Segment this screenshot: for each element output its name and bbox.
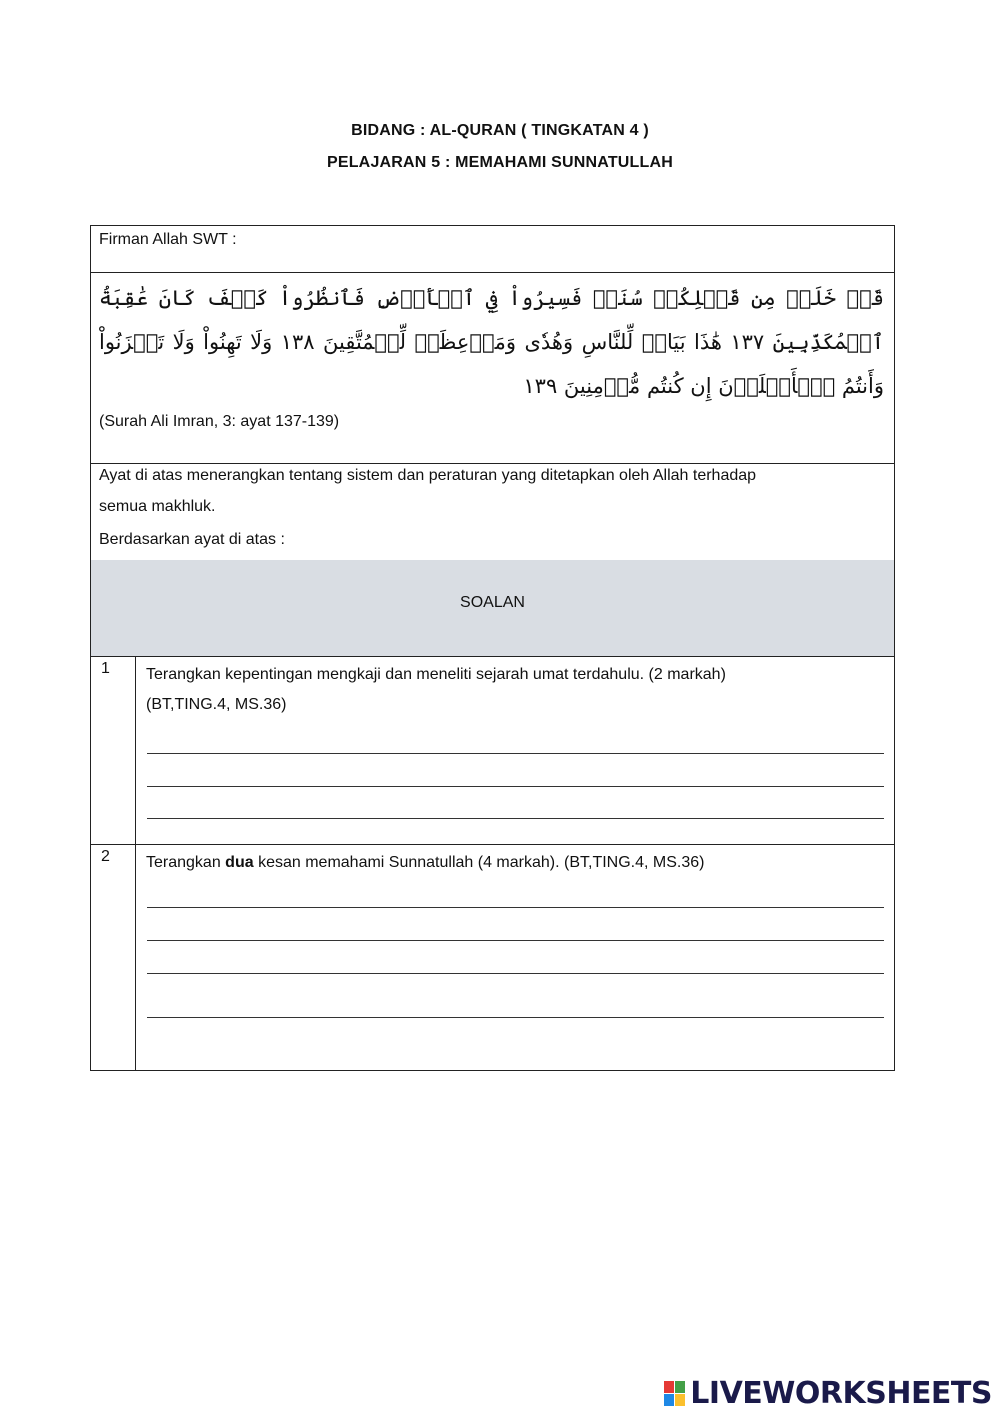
question-row [90, 656, 895, 845]
answer-line[interactable] [147, 818, 884, 819]
header-subject: BIDANG : AL-QURAN ( TINGKATAN 4 ) [351, 122, 649, 139]
question-row [90, 844, 895, 1071]
question-2-text-a: Terangkan [146, 854, 226, 871]
answer-line[interactable] [147, 1017, 884, 1018]
verse-reference: (Surah Ali Imran, 3: ayat 137-139) [99, 413, 340, 430]
answer-line[interactable] [147, 973, 884, 974]
question-1-ref: (BT,TING.4, MS.36) [146, 696, 287, 713]
description-line-1: Ayat di atas menerangkan tentang sistem dan peraturan yang ditetapkan oleh Allah terhadap [99, 467, 757, 484]
soalan-header-row [90, 560, 895, 657]
quran-verse: قَدۡ خَلَتۡ مِن قَبۡلِكُمۡ سُنَنٞ فَسِيرُواْ فِي ٱلۡأَرۡضِ فَٱنظُرُواْ كَيۡفَ كَانَ عَٰقِبَةُ ٱلۡمُكَذِّبِينَ ١٣٧ هَٰذَا بَيَانٞ لِّلنَّاسِ وَهُدٗى وَمَوۡعِظَةٞ لِّلۡمُتَّقِينَ ١٣٨ وَلَا تَهِنُواْ وَلَا تَحۡزَنُواْ وَأَنتُمُ ٱلۡأَعۡلَوۡنَ إِن كُنتُم مُّؤۡمِنِينَ ١٣٩ [99, 286, 884, 398]
answer-line[interactable] [147, 753, 884, 754]
firman-label: Firman Allah SWT : [99, 231, 237, 248]
number-column-divider [135, 656, 136, 844]
firman-row [90, 225, 895, 273]
answer-line[interactable] [147, 907, 884, 908]
question-text [146, 660, 884, 720]
description-line-2: semua makhluk. [99, 498, 216, 515]
liveworksheets-mark-icon [664, 1379, 686, 1407]
liveworksheets-wordmark: LIVEWORKSHEETS [690, 1375, 992, 1411]
question-1-text: Terangkan kepentingan mengkaji dan meneliti sejarah umat terdahulu. (2 markah) [146, 666, 726, 683]
question-2-text [146, 848, 884, 878]
question-2-text-b: kesan memahami Sunnatullah (4 markah). (BT,TING.4, MS.36) [253, 854, 705, 871]
header-lesson: PELAJARAN 5 : MEMAHAMI SUNNATULLAH [326, 154, 674, 171]
question-number: 2 [101, 848, 110, 865]
question-number: 1 [101, 660, 110, 677]
ayat-row [90, 272, 895, 464]
question-2-text-bold: dua [225, 854, 254, 871]
description-row [90, 463, 895, 561]
description-line-3: Berdasarkan ayat di atas : [99, 531, 285, 548]
answer-line[interactable] [147, 786, 884, 787]
number-column-divider [135, 844, 136, 1070]
soalan-label: SOALAN [460, 594, 525, 611]
answer-line[interactable] [147, 940, 884, 941]
liveworksheets-logo [664, 1375, 992, 1411]
